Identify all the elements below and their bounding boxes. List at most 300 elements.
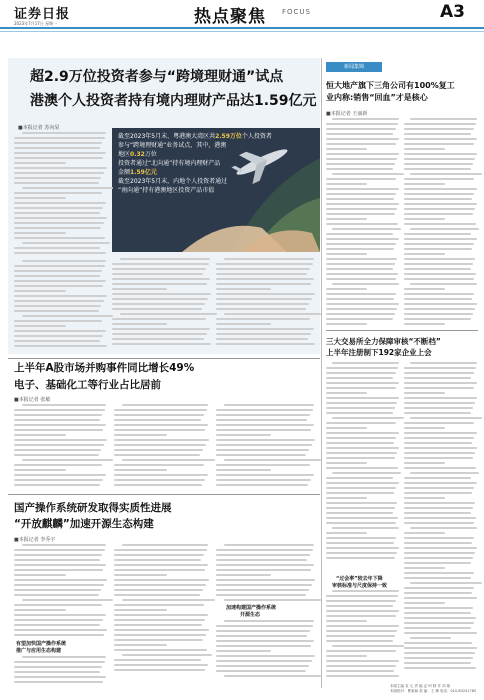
text-line (114, 449, 203, 451)
text-line (120, 258, 210, 260)
text-line (112, 343, 211, 345)
text-line (14, 614, 106, 616)
text-line (326, 522, 396, 524)
text-line (14, 671, 100, 673)
text-line (14, 424, 106, 426)
text-line (216, 449, 309, 451)
text-line (404, 432, 477, 434)
text-line (326, 407, 395, 409)
text-line (14, 227, 101, 229)
text-line (326, 392, 367, 394)
text-line (326, 537, 396, 539)
text-line (14, 290, 66, 292)
divider (8, 494, 320, 495)
text-line (326, 258, 397, 260)
text-line (22, 132, 107, 134)
text-line (404, 522, 474, 524)
text-line (332, 590, 399, 592)
text-line (14, 681, 103, 683)
text-line (114, 574, 167, 576)
text-line (326, 427, 367, 429)
article2-headline-2: 电子、基础化工等行业占比居前 (14, 379, 161, 391)
page-number: A3 (440, 2, 465, 22)
sidebar-column-2 (404, 118, 478, 328)
lead-column-1 (14, 132, 108, 257)
article3-column-3 (216, 544, 316, 604)
article3-subhead-1: 有望加快国产操作系统 (16, 641, 67, 647)
text-line (14, 295, 107, 297)
text-line (22, 599, 113, 601)
text-line (14, 162, 66, 164)
text-line (112, 263, 209, 265)
text-line (332, 362, 399, 364)
text-line (404, 253, 445, 255)
text-line (410, 173, 482, 175)
text-line (14, 624, 100, 626)
text-line (404, 427, 445, 429)
text-line (14, 479, 103, 481)
text-line (404, 313, 473, 315)
text-line (404, 128, 474, 130)
article3-headline-1: 国产操作系统研发取得实质性进展 (14, 502, 172, 514)
text-line (332, 283, 399, 285)
text-line (14, 419, 100, 421)
text-line (14, 285, 103, 287)
text-line (404, 303, 477, 305)
text-line (326, 640, 393, 642)
text-line (114, 569, 205, 571)
text-line (14, 182, 99, 184)
text-line (404, 133, 471, 135)
text-line (216, 584, 312, 586)
text-line (326, 635, 395, 637)
text-line (14, 247, 100, 249)
text-line (326, 213, 395, 215)
text-line (112, 338, 204, 340)
text-line (14, 619, 103, 621)
text-line (404, 632, 477, 634)
text-line (326, 432, 399, 434)
text-line (404, 552, 475, 554)
text-line (216, 640, 314, 642)
text-line (14, 320, 102, 322)
article3-column-3b (216, 620, 316, 680)
text-line (404, 138, 477, 140)
text-line (332, 173, 404, 175)
info-highlight-2: 0.32 (130, 151, 145, 158)
text-line (326, 442, 394, 444)
text-line (326, 188, 399, 190)
divider (326, 330, 478, 331)
text-line (326, 610, 399, 612)
text-line (326, 615, 396, 617)
text-line (404, 208, 475, 210)
text-line (14, 310, 99, 312)
text-line (404, 467, 476, 469)
text-line (404, 268, 471, 270)
text-line (216, 454, 306, 456)
info-line-1a: 截至2023年5月末，粤港澳大湾区共 (118, 133, 216, 140)
text-line (404, 557, 473, 559)
text-line (114, 644, 167, 646)
text-line (14, 464, 102, 466)
text-line (404, 447, 477, 449)
text-line (404, 587, 474, 589)
text-line (404, 233, 471, 235)
lead-column-1b (14, 260, 108, 350)
lead-column-3 (216, 258, 316, 348)
text-line (114, 474, 208, 476)
text-line (404, 547, 477, 549)
text-line (404, 627, 471, 629)
text-line (14, 325, 66, 327)
text-line (14, 629, 107, 631)
text-line (326, 462, 367, 464)
text-line (404, 507, 473, 509)
text-line (14, 192, 102, 194)
text-line (14, 569, 103, 571)
text-line (326, 163, 395, 165)
text-line (216, 630, 310, 632)
text-line (404, 437, 474, 439)
text-line (404, 168, 471, 170)
text-line (326, 298, 394, 300)
text-line (404, 123, 476, 125)
text-line (14, 584, 104, 586)
text-line (404, 642, 472, 644)
text-line (326, 625, 399, 627)
text-line (216, 554, 310, 556)
text-line (14, 469, 66, 471)
text-line (216, 444, 312, 446)
text-line (404, 542, 472, 544)
text-line (404, 278, 474, 280)
info-highlight-1: 2.59万位 (215, 133, 242, 140)
article2-column-1 (14, 404, 108, 489)
text-line (326, 308, 397, 310)
text-line (216, 474, 314, 476)
text-line (216, 469, 271, 471)
text-line (326, 377, 393, 379)
text-line (326, 323, 367, 325)
text-line (404, 402, 475, 404)
text-line (404, 218, 445, 220)
text-line (404, 143, 474, 145)
text-line (410, 228, 480, 230)
text-line (114, 414, 204, 416)
text-line (14, 177, 101, 179)
text-line (216, 414, 310, 416)
text-line (404, 537, 474, 539)
text-line (326, 387, 396, 389)
text-line (404, 657, 473, 659)
text-line (216, 338, 308, 340)
text-line (326, 477, 393, 479)
section-title-en: FOCUS (282, 8, 311, 16)
sidebar-headline-1: 恒大地产旗下三角公司有100%复工 (326, 81, 455, 90)
text-line (326, 675, 399, 677)
text-line (326, 218, 367, 220)
text-line (22, 315, 113, 317)
text-line (14, 330, 106, 332)
text-line (216, 635, 307, 637)
text-line (326, 600, 396, 602)
lead-byline: ■本报记者 苏向杲 (18, 125, 60, 131)
text-line (326, 203, 399, 205)
text-line (410, 118, 477, 120)
text-line (22, 404, 107, 406)
info-line-4: 投资者通过“北向通”持有境内理财产品 (118, 160, 221, 167)
text-line (404, 497, 445, 499)
text-line (14, 661, 105, 663)
info-line-6: 截至2023年5月末，内地个人投资者通过 (118, 178, 228, 185)
article4-column-1b (326, 590, 400, 680)
text-line (404, 422, 474, 424)
text-line (22, 544, 107, 546)
text-line (216, 273, 307, 275)
text-line (326, 253, 367, 255)
text-line (14, 345, 107, 347)
text-line (14, 559, 100, 561)
text-line (404, 377, 471, 379)
text-line (326, 128, 396, 130)
text-line (216, 549, 313, 551)
text-line (326, 223, 398, 225)
lead-column-2 (112, 258, 212, 348)
text-line (112, 308, 202, 310)
text-line (216, 419, 307, 421)
text-line (14, 676, 106, 678)
text-line (216, 564, 314, 566)
text-line (326, 263, 395, 265)
text-line (404, 397, 477, 399)
text-line (114, 634, 206, 636)
text-line (22, 187, 113, 189)
text-line (404, 392, 445, 394)
text-line (216, 625, 313, 627)
info-line-5a: 金额 (118, 169, 131, 176)
text-line (404, 407, 473, 409)
text-line (114, 554, 204, 556)
text-line (326, 153, 399, 155)
text-line (326, 208, 397, 210)
text-line (404, 592, 472, 594)
text-line (114, 469, 167, 471)
text-line (216, 293, 315, 295)
text-line (114, 629, 209, 631)
text-line (114, 479, 205, 481)
text-line (332, 645, 404, 647)
text-line (404, 482, 477, 484)
text-line (332, 118, 399, 120)
text-line (114, 624, 202, 626)
text-line (404, 308, 475, 310)
text-line (216, 409, 313, 411)
text-line (404, 203, 477, 205)
text-line (404, 597, 477, 599)
text-line (22, 656, 107, 658)
text-line (216, 655, 315, 657)
text-line (326, 605, 393, 607)
text-line (326, 382, 399, 384)
text-line (114, 549, 207, 551)
text-line (14, 564, 106, 566)
text-line (14, 409, 105, 411)
text-line (216, 660, 312, 662)
text-line (114, 564, 208, 566)
text-line (404, 248, 472, 250)
text-line (404, 213, 473, 215)
text-line (14, 167, 107, 169)
text-line (326, 193, 396, 195)
text-line (14, 335, 103, 337)
text-line (326, 422, 396, 424)
text-line (114, 419, 201, 421)
text-line (326, 557, 395, 559)
text-line (14, 609, 66, 611)
text-line (216, 429, 311, 431)
text-line (326, 660, 399, 662)
sidebar-byline: ■本报记者 王丽新 (326, 111, 368, 117)
text-line (114, 664, 208, 666)
text-line (14, 666, 102, 668)
text-line (14, 634, 104, 636)
article4-subhead-1: “过会率”较去年下降 (336, 576, 383, 582)
sidebar-tag: 新闻集锦 (326, 62, 382, 72)
text-line (122, 599, 215, 601)
divider (8, 358, 320, 359)
article4-headline-1: 三大交易所全力保障审核“不断档” (326, 337, 441, 346)
text-line (404, 183, 445, 185)
text-line (216, 298, 312, 300)
text-line (14, 414, 102, 416)
text-line (216, 574, 271, 576)
text-line (404, 318, 471, 320)
text-line (326, 630, 397, 632)
text-line (326, 412, 393, 414)
text-line (326, 268, 393, 270)
text-line (14, 217, 107, 219)
article3-subhead-2: 加速构建国产操作系统 (226, 605, 277, 611)
text-line (216, 268, 310, 270)
text-line (224, 599, 321, 601)
text-line (14, 275, 100, 277)
text-line (14, 340, 100, 342)
text-line (14, 444, 104, 446)
lead-infographic (112, 128, 320, 252)
article3-column-2 (114, 544, 210, 674)
text-line (224, 459, 321, 461)
text-line (216, 464, 310, 466)
text-line (114, 589, 203, 591)
text-line (14, 197, 66, 199)
text-line (326, 532, 367, 534)
text-line (112, 318, 206, 320)
text-line (14, 554, 102, 556)
text-line (410, 637, 451, 639)
text-line (326, 447, 399, 449)
text-line (404, 457, 473, 459)
text-line (14, 454, 99, 456)
text-line (326, 650, 396, 652)
text-line (404, 178, 474, 180)
article2-headline-1: 上半年A股市场并购事件同比增长49% (14, 362, 195, 374)
text-line (114, 609, 167, 611)
text-line (14, 252, 106, 254)
text-line (404, 602, 445, 604)
text-line (216, 484, 308, 486)
text-line (404, 617, 476, 619)
text-line (404, 163, 473, 165)
article4-headline-2: 上半年注册制下192家企业上会 (326, 348, 432, 357)
text-line (14, 202, 106, 204)
info-line-1c: 个人投资者 (241, 133, 272, 140)
text-line (404, 288, 445, 290)
text-line (326, 168, 393, 170)
text-line (14, 142, 102, 144)
text-line (404, 662, 471, 664)
text-line (114, 454, 200, 456)
text-line (404, 442, 472, 444)
text-line (224, 544, 314, 546)
text-line (404, 367, 476, 369)
text-line (326, 143, 396, 145)
text-line (326, 138, 399, 140)
text-line (404, 577, 471, 579)
info-line-2: 参与“跨境理财通”业务试点，其中，港澳 (118, 142, 227, 149)
text-line (14, 280, 106, 282)
text-line (404, 512, 471, 514)
text-line (122, 544, 208, 546)
text-line (326, 238, 399, 240)
text-line (326, 243, 396, 245)
text-line (14, 152, 106, 154)
text-line (326, 402, 397, 404)
text-line (404, 198, 472, 200)
text-line (326, 183, 367, 185)
text-line (326, 487, 396, 489)
text-line (326, 437, 396, 439)
text-line (14, 439, 107, 441)
text-line (326, 133, 393, 135)
text-line (22, 459, 113, 461)
text-line (326, 123, 398, 125)
article3-byline: ■本报记者 李乔宇 (14, 537, 56, 543)
text-line (14, 300, 104, 302)
text-line (216, 594, 306, 596)
text-line (114, 409, 207, 411)
header-rule (0, 27, 484, 29)
text-line (326, 670, 394, 672)
text-line (404, 487, 474, 489)
text-line (404, 622, 474, 624)
text-line (14, 305, 101, 307)
text-line (114, 559, 201, 561)
text-line (14, 157, 103, 159)
text-line (404, 153, 477, 155)
text-line (216, 424, 314, 426)
text-line (404, 188, 477, 190)
text-line (410, 417, 482, 419)
text-line (326, 148, 367, 150)
text-line (326, 467, 398, 469)
footer-line-1: 本版主编 袁 元 责 编 孟 珂 制 作 刘 雄 (390, 684, 451, 688)
text-line (404, 462, 445, 464)
text-line (326, 248, 394, 250)
article3-column-1 (14, 544, 108, 639)
text-line (326, 278, 396, 280)
text-line (326, 502, 397, 504)
